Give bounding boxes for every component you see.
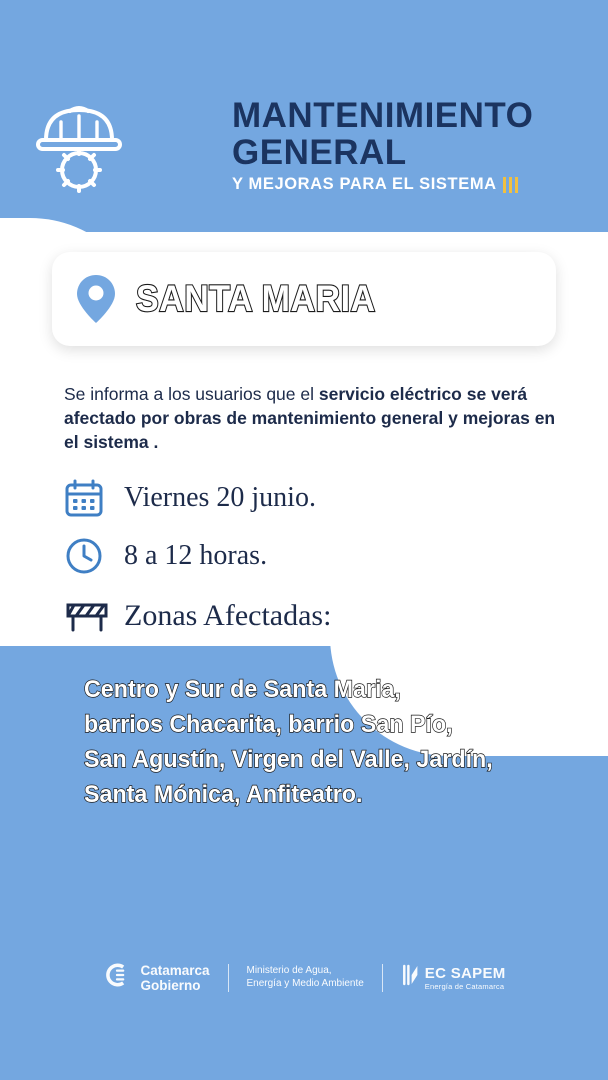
location-name: SANTA MARIA (136, 278, 376, 319)
ministry-line2: Energía y Medio Ambiente (246, 977, 364, 989)
time-row (64, 536, 267, 576)
zones-heading: Zonas Afectadas: (124, 599, 332, 632)
gov-line2: Gobierno (140, 977, 201, 993)
zones-line: Santa Mónica, Anfiteatro. (84, 781, 363, 808)
ministry-line1: Ministerio de Agua, (246, 965, 332, 976)
zones-line: San Agustín, Virgen del Valle, Jardín, (84, 746, 493, 773)
zones-heading-row (64, 596, 331, 636)
calendar-icon (64, 478, 104, 518)
zones-list (84, 672, 531, 812)
footer (0, 960, 608, 995)
sapem-logo (401, 964, 506, 991)
footer-divider-1 (228, 964, 229, 992)
clock-icon (64, 536, 104, 576)
accent-bars-icon (503, 177, 518, 193)
notice-text-part1: Se informa a los usuarios que el (64, 384, 319, 404)
sapem-sub: Energía de Catamarca (424, 981, 505, 991)
header-text (232, 98, 592, 194)
header-title-line2: GENERAL (232, 133, 407, 172)
gov-logo-text (140, 963, 209, 993)
map-pin-icon (74, 273, 118, 325)
time-label: 8 a 12 horas. (124, 540, 268, 571)
notice-text (64, 382, 558, 454)
sapem-name: EC SAPEM (424, 964, 506, 982)
date-row (64, 478, 316, 518)
zones-line: barrios Chacarita, barrio San Pío, (84, 711, 453, 738)
footer-divider-2 (382, 964, 383, 992)
header-subtitle: Y MEJORAS PARA EL SISTEMA (232, 175, 497, 193)
ministry-text (247, 965, 364, 990)
location-card (52, 252, 556, 346)
zones-line: Centro y Sur de Santa Maria, (84, 676, 401, 703)
date-label: Viernes 20 junio. (124, 482, 316, 513)
road-barrier-icon (64, 596, 104, 636)
hard-hat-gear-icon (26, 88, 132, 198)
catamarca-logo-icon (102, 960, 132, 995)
sapem-logo-text (425, 965, 506, 991)
gov-logo (102, 960, 209, 995)
notice-text-part2: servicio eléctrico se verá afectado por obras de mantenimiento general y mejoras en el sistema . (64, 384, 556, 452)
ec-sapem-logo-icon (401, 964, 419, 991)
gov-line1: Catamarca (140, 962, 210, 978)
header-title-line1: MANTENIMIENTO (232, 96, 534, 135)
